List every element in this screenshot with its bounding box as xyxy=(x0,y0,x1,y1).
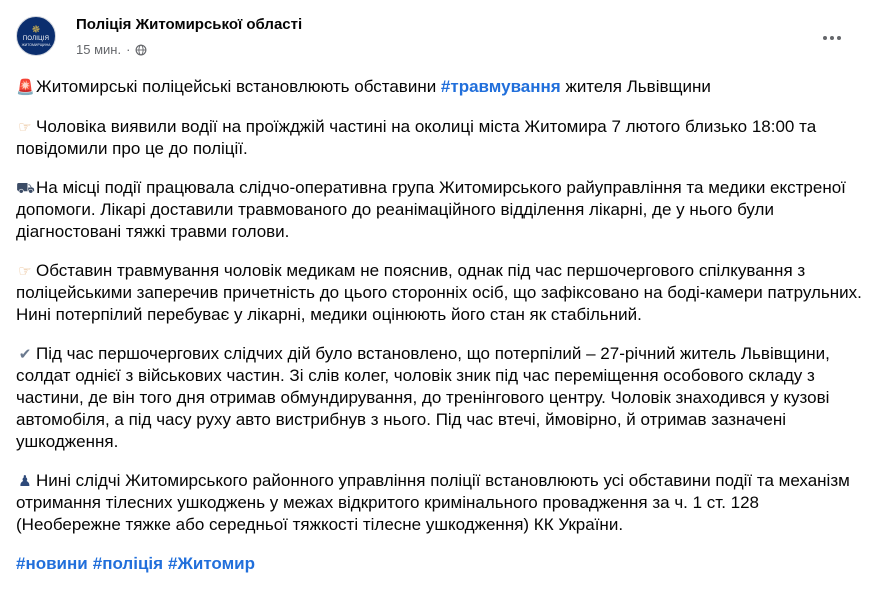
hashtag-link-zhytomyr[interactable]: #Житомир xyxy=(168,554,255,573)
hashtags xyxy=(16,553,862,575)
hashtag-link-travmuvannia[interactable]: #травмування xyxy=(440,77,561,96)
red-siren-icon: 🚨 xyxy=(16,78,35,96)
hashtag-link-novyny[interactable]: #новини xyxy=(16,554,88,573)
avatar[interactable] xyxy=(16,16,56,56)
post-body xyxy=(16,76,862,575)
post-header xyxy=(16,12,858,60)
paragraph-text: Нині слідчі Житомирського районного управління поліції встановлюють усі обставини події та механізм отримання тілесних ушкоджень у межах відкритого кримінального провадження за ч. 1 ст. 128 (Необережне тяжке або середньої тяжкості тілесне ушкодження) КК України. xyxy=(16,471,850,534)
paragraph-text: На місці події працювала слідчо-оперативна група Житомирського райуправління та медики екстреної допомоги. Лікарі доставили травмованого до реанімаційного відділення лікарні, де у нього були діагностовані тяжкі травми голови. xyxy=(16,178,846,241)
pointing-hand-icon: ☞ xyxy=(18,262,32,280)
paragraph-text: Житомирські поліцейські встановлюють обставини xyxy=(36,77,441,96)
paragraph-6 xyxy=(16,470,862,536)
post-time-link[interactable]: 15 мин. xyxy=(76,42,122,57)
check-mark-icon: ✔ xyxy=(18,345,32,363)
paragraph-4 xyxy=(16,260,862,326)
police-car-icon: ⛟ xyxy=(16,179,35,197)
post-meta xyxy=(76,42,147,57)
avatar-subtext: ЖИТОМИРЩИНА xyxy=(21,43,51,47)
paragraph-text: Обставин травмування чоловік медикам не пояснив, однак під час першочергового спілкування з поліцейськими заперечив причетність до цього сторонніх осіб, що зафіксовано на боді-камери патрульних. Нині потерпілий перебуває у лікарні, медики оцінюють його стан як стабільний. xyxy=(16,261,862,324)
paragraph-3 xyxy=(16,177,862,243)
police-officer-icon: ♟ xyxy=(18,472,32,490)
more-options-icon[interactable] xyxy=(814,26,850,50)
paragraph-text: Чоловіка виявили водії на проїжджій частині на околиці міста Житомира 7 лютого близько 18:00 та повідомили про це до поліції. xyxy=(16,117,817,158)
avatar-text: ПОЛІЦІЯ xyxy=(22,36,50,42)
paragraph-2 xyxy=(16,116,862,160)
pointing-hand-icon: ☞ xyxy=(18,118,32,136)
globe-icon[interactable] xyxy=(135,44,147,56)
meta-separator: · xyxy=(126,42,131,57)
paragraph-text: жителя Львівщини xyxy=(560,77,711,96)
page-name-link[interactable]: Поліція Житомирської області xyxy=(76,16,303,33)
paragraph-text: Під час першочергових слідчих дій було встановлено, що потерпілий – 27-річний житель Львівщини, солдат однієї з військових частин. Зі слів колег, чоловік зник під час переміщення особового складу з частини, де він того дня отримав обмундирування, до тренінгового центру. Чоловік знаходився у кузові автомобіля, а під часу руху авто вистрибнув з нього. Під час втечі, ймовірно, й отримав зазначені ушкодження. xyxy=(16,344,830,451)
police-star-icon: ✵ xyxy=(31,24,41,36)
paragraph-1 xyxy=(16,76,862,98)
hashtag-link-politsiia[interactable]: #поліція xyxy=(92,554,164,573)
paragraph-5 xyxy=(16,343,862,453)
